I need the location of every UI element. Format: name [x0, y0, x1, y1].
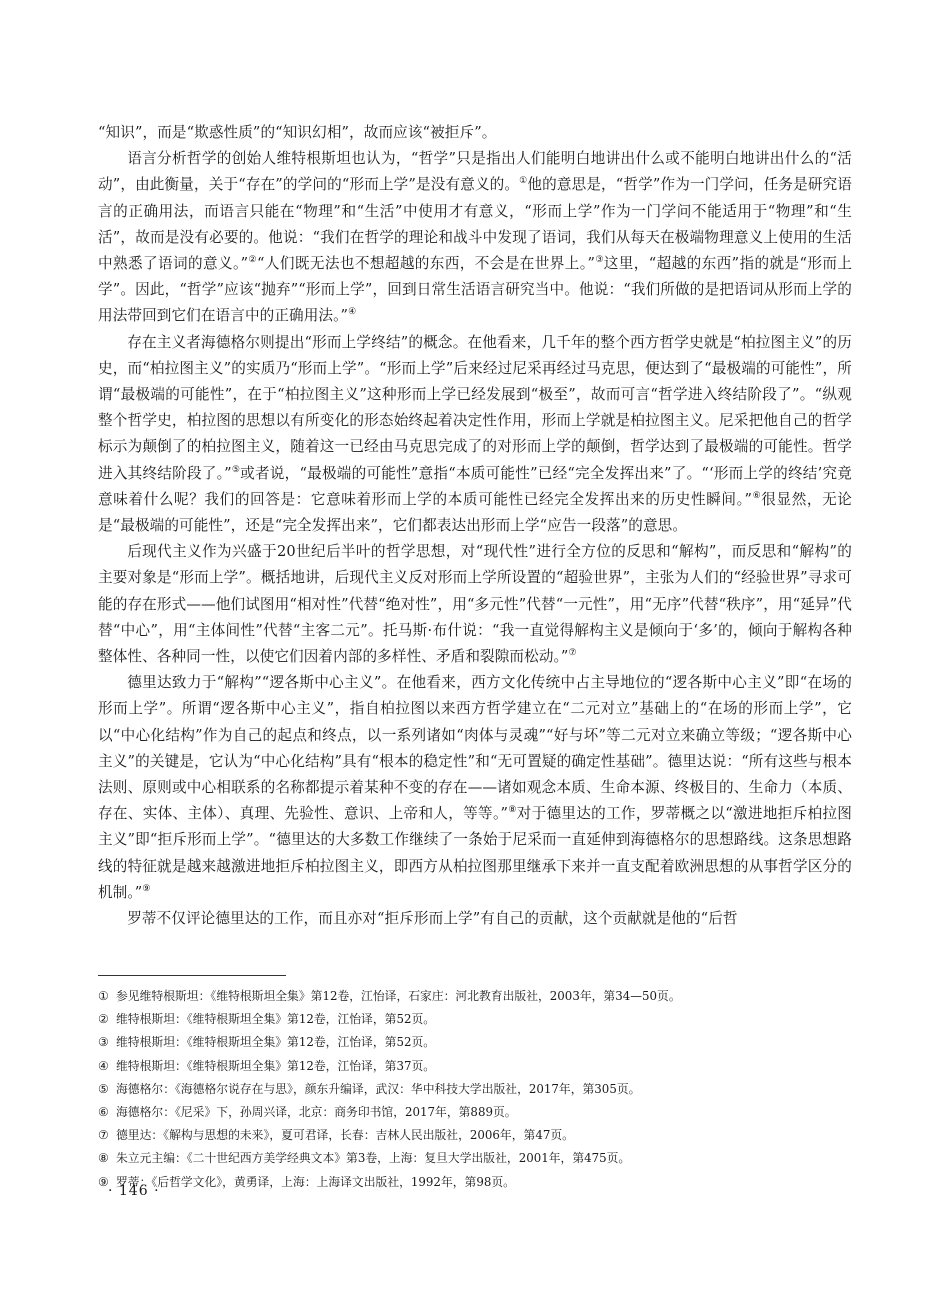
footnote — [98, 1171, 852, 1194]
footnote-text: 维特根斯坦：《维特根斯坦全集》第12卷，江怡译，第52页。 — [116, 1012, 436, 1027]
text-run: 语言分析哲学的创始人维特根斯坦也认为，“哲学”只是指出人们能明白地讲出什么或不能明白地讲出什么的“活动”，由此衡量，关于“存在”的学问的“形而上学”是没有意义的。 — [98, 150, 852, 194]
text-run: 德里达致力于“解构”“逻各斯中心主义”。在他看来，西方文化传统中占主导地位的“逻各斯中心主义”即“在场的形而上学”。所谓“逻各斯中心主义”，指自柏拉图以来西方哲学建立在“二元对立”基础上的“在场的形而上学”，它以“中心化结构”作为自己的起点和终点，以一系列诸如“肉体与灵魂”“好与坏”等二元对立来确立等级；“逻各斯中心主义”的关键是，它认为“中心化结构”具有“根本的稳定性”和“无可置疑的确定性基础”。德里达说：“所有这些与根本法则、原则或中心相联系的名称都提示着某种不变的存在——诸如观念本质、生命本源、终极目的、生命力（本质、存在、实体、主体）、真理、先验性、意识、上帝和人，等等。” — [98, 674, 852, 823]
footnote-ref[interactable]: ② — [248, 255, 257, 266]
footnote-text: 参见维特根斯坦：《维特根斯坦全集》第12卷，江怡译，石家庄：河北教育出版社，2003年，第34—50页。 — [116, 989, 681, 1003]
footnote-text: 朱立元主编：《二十世纪西方美学经典文本》第3卷，上海：复旦大学出版社，2001年，第475页。 — [116, 1151, 631, 1166]
footnote-ref[interactable]: ⑧ — [508, 805, 517, 816]
footnote — [98, 1147, 852, 1170]
footnote — [98, 1124, 852, 1147]
footnote-ref[interactable]: ⑦ — [568, 648, 577, 659]
footnote-text: 罗蒂：《后哲学文化》，黄勇译，上海：上海译文出版社，1992年，第98页。 — [116, 1174, 515, 1189]
footnote — [98, 1101, 852, 1124]
paragraph — [98, 670, 852, 906]
footnote-text: 海德格尔：《海德格尔说存在与思》，颜东升编译，武汉：华中科技大学出版社，2017年，第305页。 — [116, 1081, 641, 1096]
footnote — [98, 985, 852, 1008]
paragraph — [98, 120, 852, 146]
footnote-text: 海德格尔：《尼采》下，孙周兴译，北京：商务印书馆，2017年，第889页。 — [116, 1105, 517, 1120]
footnote-number: ① — [98, 989, 109, 1003]
text-run: “知识”，而是“欺惑性质”的“知识幻相”，故而应该“被拒斥”。 — [98, 124, 497, 141]
footnote-number: ⑨ — [98, 1174, 109, 1189]
text-run: 这里，“超越的东西”指的就是“形而上学”。因此，“哲学”应该“抛弃”“形而上学”，回到日常生活语言研究当中。他说：“我们所做的是把语词从形而上学的用法带回到它们在语言中的正确用法。” — [98, 255, 853, 325]
paragraph — [98, 906, 852, 932]
text-run: 对于德里达的工作，罗蒂概之以“激进地拒斥柏拉图主义”即“拒斥形而上学”。“德里达的大多数工作继续了一条始于尼采而一直延伸到海德格尔的思想路线。这条思想路线的特征就是越来越激进地拒斥柏拉图主义，即西方从柏拉图那里继承下来并一直支配着欧洲思想的从事哲学区分的机制。” — [98, 805, 853, 901]
footnote — [98, 1078, 852, 1101]
footnote-divider — [98, 975, 286, 976]
footnote-number: ⑥ — [98, 1105, 109, 1120]
paragraph — [98, 539, 852, 670]
paragraph — [98, 330, 852, 540]
text-run: 罗蒂不仅评论德里达的工作，而且亦对“拒斥形而上学”有自己的贡献，这个贡献就是他的“后哲 — [127, 910, 738, 928]
footnote-number: ⑦ — [98, 1128, 109, 1143]
footnote-text: 维特根斯坦：《维特根斯坦全集》第12卷，江怡译，第37页。 — [116, 1058, 436, 1073]
text-run: 后现代主义作为兴盛于20世纪后半叶的哲学思想，对“现代性”进行全方位的反思和“解构”，而反思和“解构”的主要对象是“形而上学”。概括地讲，后现代主义反对形而上学所设置的“超验世界”，主张为人们的“经验世界”寻求可能的存在形式——他们试图用“相对性”代替“绝对性”，用“多元性”代替“一元性”，用“无序”代替“秩序”，用“延异”代替“中心”，用“主体间性”代替“主客二元”。托马斯·布什说：“我一直觉得解构主义是倾向于‘多’的，倾向于解构各种整体性、各种同一性，以使它们因着内部的多样性、矛盾和裂隙而松动。” — [98, 543, 852, 666]
footnote-number: ② — [98, 1012, 109, 1027]
footnotes — [98, 985, 852, 1194]
footnote-ref[interactable]: ④ — [348, 307, 357, 318]
footnote-ref[interactable]: ⑨ — [142, 883, 151, 894]
page-number: · 146 · — [108, 1183, 160, 1199]
footnote-text: 维特根斯坦：《维特根斯坦全集》第12卷，江怡译，第52页。 — [116, 1035, 436, 1050]
footnote-number: ⑤ — [98, 1081, 109, 1096]
footnote-ref[interactable]: ⑤ — [231, 464, 241, 475]
text-run: 或者说，“最极端的可能性”意指“本质可能性”已经“完全发挥出来”了。“‘形而上学的终结’究竟意味着什么呢？我们的回答是：它意味着形而上学的本质可能性已经完全发挥出来的历史性瞬间。” — [98, 464, 853, 508]
footnote-number: ④ — [98, 1058, 109, 1073]
footnote — [98, 1008, 852, 1031]
paragraph — [98, 146, 852, 329]
footnote-ref[interactable]: ① — [519, 176, 528, 187]
footnote-number: ③ — [98, 1035, 109, 1050]
text-run: 存在主义者海德格尔则提出“形而上学终结”的概念。在他看来，几千年的整个西方哲学史就是“柏拉图主义”的历史，而“柏拉图主义”的实质乃“形而上学”。“形而上学”后来经过尼采再经过马克思，便达到了“最极端的可能性”，所谓“最极端的可能性”，在于“柏拉图主义”这种形而上学已经发展到“极至”，故而可言“哲学进入终结阶段了”。“纵观整个哲学史，柏拉图的思想以有所变化的形态始终起着决定性作用，形而上学就是柏拉图主义。尼采把他自己的哲学标示为颠倒了的柏拉图主义，随着这一已经由马克思完成了的对形而上学的颠倒，哲学达到了最极端的可能性。哲学进入其终结阶段了。” — [98, 333, 852, 482]
footnote-number: ⑧ — [98, 1151, 109, 1166]
body-text — [98, 120, 852, 932]
footnote-ref[interactable]: ③ — [595, 255, 604, 266]
footnote — [98, 1031, 852, 1054]
footnote-ref[interactable]: ⑥ — [752, 490, 762, 501]
text-run: “人们既无法也不想超越的东西，不会是在世界上。” — [257, 255, 596, 273]
text-run: 他的意思是，“哲学”作为一门学问，任务是研究语言的正确用法，而语言只能在“物理”和“生活”中使用才有意义，“形而上学”作为一门学问不能适用于“物理”和“生活”，故而是没有必要的。他说：“我们在哲学的理论和战斗中发现了语词，我们从每天在极端物理意义上使用的生活中熟悉了语词的意义。” — [98, 176, 852, 273]
footnote-text: 德里达：《解构与思想的未来》，夏可君译，长春：吉林人民出版社，2006年，第47页。 — [116, 1128, 574, 1143]
footnote — [98, 1055, 852, 1078]
text-run: 很显然，无论是“最极端的可能性”，还是“完全发挥出来”，它们都表达出形而上学“应告一段落”的意思。 — [98, 490, 852, 535]
